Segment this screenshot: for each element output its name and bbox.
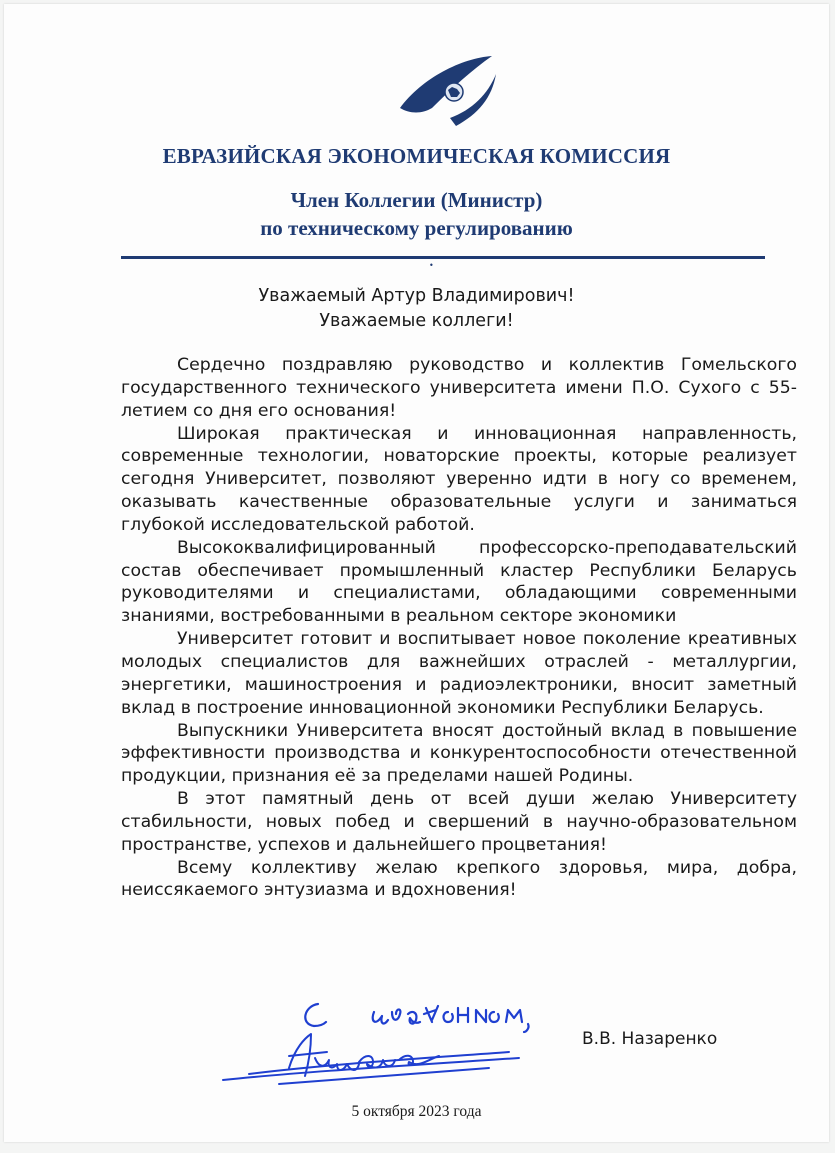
paragraph: Университет готовит и воспитывает новое поколение креативных молодых специалистов для важнейших отраслей - металлургии, энергетики, машиностроения и радиоэлектроники, вносит заметный вклад в построение инновационной экономики Республики Беларусь. [121, 629, 797, 718]
salutation-line-2: Уважаемые коллеги! [319, 311, 514, 331]
divider-mark-icon: • [429, 261, 434, 270]
signature-icon [219, 1028, 529, 1088]
paragraph: В этот памятный день от всей души желаю Университету стабильности, новых побед и свершений в научно-образовательном пространстве, успехов и дальнейшего процветания! [121, 789, 797, 855]
organization-name: ЕВРАЗИЙСКАЯ ЭКОНОМИЧЕСКАЯ КОМИССИЯ [162, 144, 671, 168]
eec-logo-icon [392, 48, 502, 128]
paragraph: Выпускники Университета вносят достойный вклад в повышение эффективности производства и конкурентоспособности отечественной продукции, признания её за пределами нашей Родины. [121, 720, 797, 787]
header-divider [121, 256, 765, 259]
salutation-line-1: Уважаемый Артур Владимирович! [258, 286, 575, 306]
letter-page [4, 4, 829, 1142]
letter-date: 5 октября 2023 года [351, 1103, 482, 1120]
paragraph: Высококвалифицированный профессорско-преподавательский состав обеспечивает промышленный кластер Республики Беларусь руководителями и специалистами, обладающими современными знаниями, востребованными в реальном секторе экономики [121, 537, 797, 627]
signer-name: В.В. Назаренко [582, 1029, 718, 1049]
position-title [4, 186, 829, 242]
position-line-2: по техническому регулированию [260, 216, 573, 240]
paragraph: Сердечно поздравляю руководство и коллектив Гомельского государственного технического университета имени П.О. Сухого с 55-летием со дня его основания! [121, 355, 797, 421]
position-line-1: Член Коллегии (Министр) [290, 188, 543, 212]
letter-body [121, 354, 797, 902]
salutation [4, 284, 829, 334]
paragraph: Всему коллективу желаю крепкого здоровья, мира, добра, неиссякаемого энтузиазма и вдохновения! [121, 857, 797, 901]
paragraph: Широкая практическая и инновационная направленность, современные технологии, новаторские проекты, которые реализует сегодня Университет, позволяют уверенно идти в ногу со временем, оказывать качественные образовательные услуги и заниматься глубокой исследовательской работой. [121, 423, 797, 535]
